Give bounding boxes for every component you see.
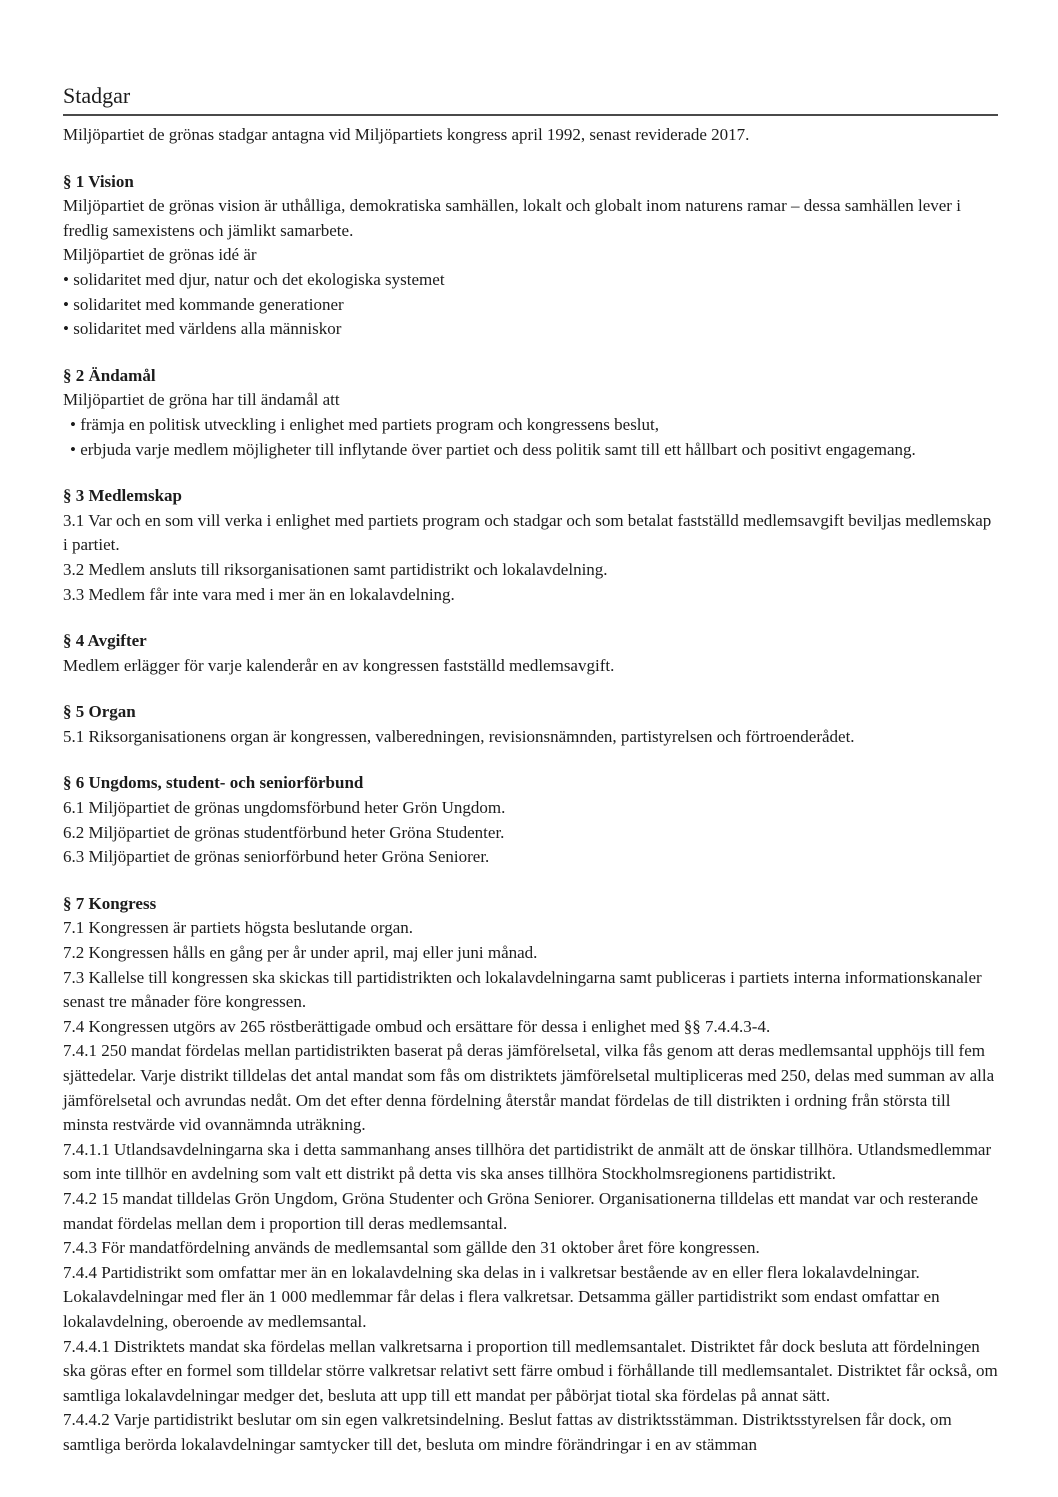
intro-paragraph: Miljöpartiet de grönas stadgar antagna vid Miljöpartiets kongress april 1992, senast reviderade 2017. <box>63 125 750 144</box>
paragraph: Medlem erlägger för varje kalenderår en av kongressen fastställd medlemsavgift. <box>63 655 615 675</box>
paragraph: 3.3 Medlem får inte vara med i mer än en lokalavdelning. <box>63 584 455 604</box>
section-heading: § 3 Medlemskap <box>63 486 182 506</box>
paragraph: 6.1 Miljöpartiet de grönas ungdomsförbund heter Grön Ungdom. <box>63 798 506 818</box>
statute-section <box>63 364 998 462</box>
bullet-item: • främja en politisk utveckling i enlighet med partiets program och kongressens beslut, <box>63 413 998 438</box>
paragraph: 6.2 Miljöpartiet de grönas studentförbund heter Gröna Studenter. <box>63 822 505 842</box>
paragraph: 7.4.4.2 Varje partidistrikt beslutar om sin egen valkretsindelning. Beslut fattas av distriktsstämman. Distriktsstyrelsen får dock, om samtliga berörda lokalavdelningar samtycker till det, besluta om mindre förändringar i en av stämman <box>63 1410 952 1454</box>
statute-section <box>63 170 998 342</box>
sections <box>63 170 998 1458</box>
statute-section <box>63 484 998 607</box>
paragraph: 3.1 Var och en som vill verka i enlighet med partiets program och stadgar och som betalat fastställd medlemsavgift beviljas medlemskap i partiet. <box>63 510 992 555</box>
statute-section <box>63 700 998 749</box>
document-title: Stadgar <box>63 82 998 116</box>
paragraph: 7.4.4 Partidistrikt som omfattar mer än en lokalavdelning ska delas in i valkretsar bestående av en eller flera lokalavdelningar. Lokalavdelningar med fler än 1 000 medlemmar får delas i flera valkretsar. Detsamma gäller partidistrikt som endast omfattar en lokalavdelning, oberoende av medlemsantal. <box>63 1262 940 1331</box>
paragraph: 7.4.1 250 mandat fördelas mellan partidistrikten baserat på deras jämförelsetal, vilka fås genom att deras medlemsantal upphöjs till fem sjättedelar. Varje distrikt tilldelas det antal mandat som fås om distriktets jämförelsetal multipliceras med 250, delas med summan av alla jämförelsetal och avrundas nedåt. Om det efter denna fördelning återstår mandat fördelas de till distrikten i ordning från största till minsta restvärde vid ovannämnda uträkning. <box>63 1041 995 1135</box>
section-heading: § 6 Ungdoms, student- och seniorförbund <box>63 773 364 793</box>
section-heading: § 2 Ändamål <box>63 365 156 385</box>
paragraph: 6.3 Miljöpartiet de grönas seniorförbund heter Gröna Seniorer. <box>63 847 490 867</box>
bullet-item: • solidaritet med kommande generationer <box>63 293 998 318</box>
paragraph: 7.4.2 15 mandat tilldelas Grön Ungdom, Gröna Studenter och Gröna Seniorer. Organisationerna tilldelas ett mandat var och resterande mandat fördelas mellan dem i proportion till deras medlemsantal. <box>63 1188 979 1233</box>
paragraph: 7.4.4.1 Distriktets mandat ska fördelas mellan valkretsarna i proportion till medlemsantalet. Distriktet får dock besluta att fördelningen ska göras efter en formel som tilldelar större valkretsar relativt sett färre ombud i förhållande till medlemsantalet. Distriktet får också, om samtliga lokalavdelningar medger det, besluta att upp till ett mandat per påbörjat tiotal ska fördelas på annat sätt. <box>63 1336 998 1405</box>
paragraph: 7.3 Kallelse till kongressen ska skickas till partidistrikten och lokalavdelningarna samt publiceras i partiets interna informationskanaler senast tre månader före kongressen. <box>63 967 982 1012</box>
bullet-item: • erbjuda varje medlem möjligheter till inflytande över partiet och dess politik samt till ett hållbart och positivt engagemang. <box>63 438 998 463</box>
statute-section <box>63 771 998 869</box>
section-heading: § 4 Avgifter <box>63 631 147 651</box>
paragraph: 3.2 Medlem ansluts till riksorganisationen samt partidistrikt och lokalavdelning. <box>63 559 608 579</box>
bullet-item: • solidaritet med världens alla människor <box>63 317 998 342</box>
paragraph: Miljöpartiet de grönas idé är <box>63 245 257 265</box>
section-heading: § 7 Kongress <box>63 893 157 913</box>
bullet-item: • solidaritet med djur, natur och det ekologiska systemet <box>63 268 998 293</box>
paragraph: 7.4 Kongressen utgörs av 265 röstberättigade ombud och ersättare för dessa i enlighet med §§ 7.4.4.3-4. <box>63 1016 771 1036</box>
paragraph: Miljöpartiet de gröna har till ändamål att <box>63 390 340 410</box>
statute-section <box>63 629 998 678</box>
statute-section <box>63 892 998 1458</box>
section-heading: § 1 Vision <box>63 171 134 191</box>
paragraph: 7.4.1.1 Utlandsavdelningarna ska i detta sammanhang anses tillhöra det partidistrikt de anmält att de önskar tillhöra. Utlandsmedlemmar som inte tillhör en avdelning som valt ett distrikt på detta vis ska anses tillhöra Stockholmsregionens partidistrikt. <box>63 1139 992 1184</box>
paragraph: 7.1 Kongressen är partiets högsta beslutande organ. <box>63 918 413 938</box>
paragraph: 7.4.3 För mandatfördelning används de medlemsantal som gällde den 31 oktober året före kongressen. <box>63 1238 760 1258</box>
paragraph: 5.1 Riksorganisationens organ är kongressen, valberedningen, revisionsnämnden, partistyrelsen och förtroenderådet. <box>63 726 855 746</box>
paragraph: 7.2 Kongressen hålls en gång per år under april, maj eller juni månad. <box>63 943 538 963</box>
section-heading: § 5 Organ <box>63 702 136 722</box>
paragraph: Miljöpartiet de grönas vision är uthålliga, demokratiska samhällen, lokalt och globalt inom naturens ramar – dessa samhällen lever i fredlig samexistens och jämlikt samarbete. <box>63 196 961 240</box>
